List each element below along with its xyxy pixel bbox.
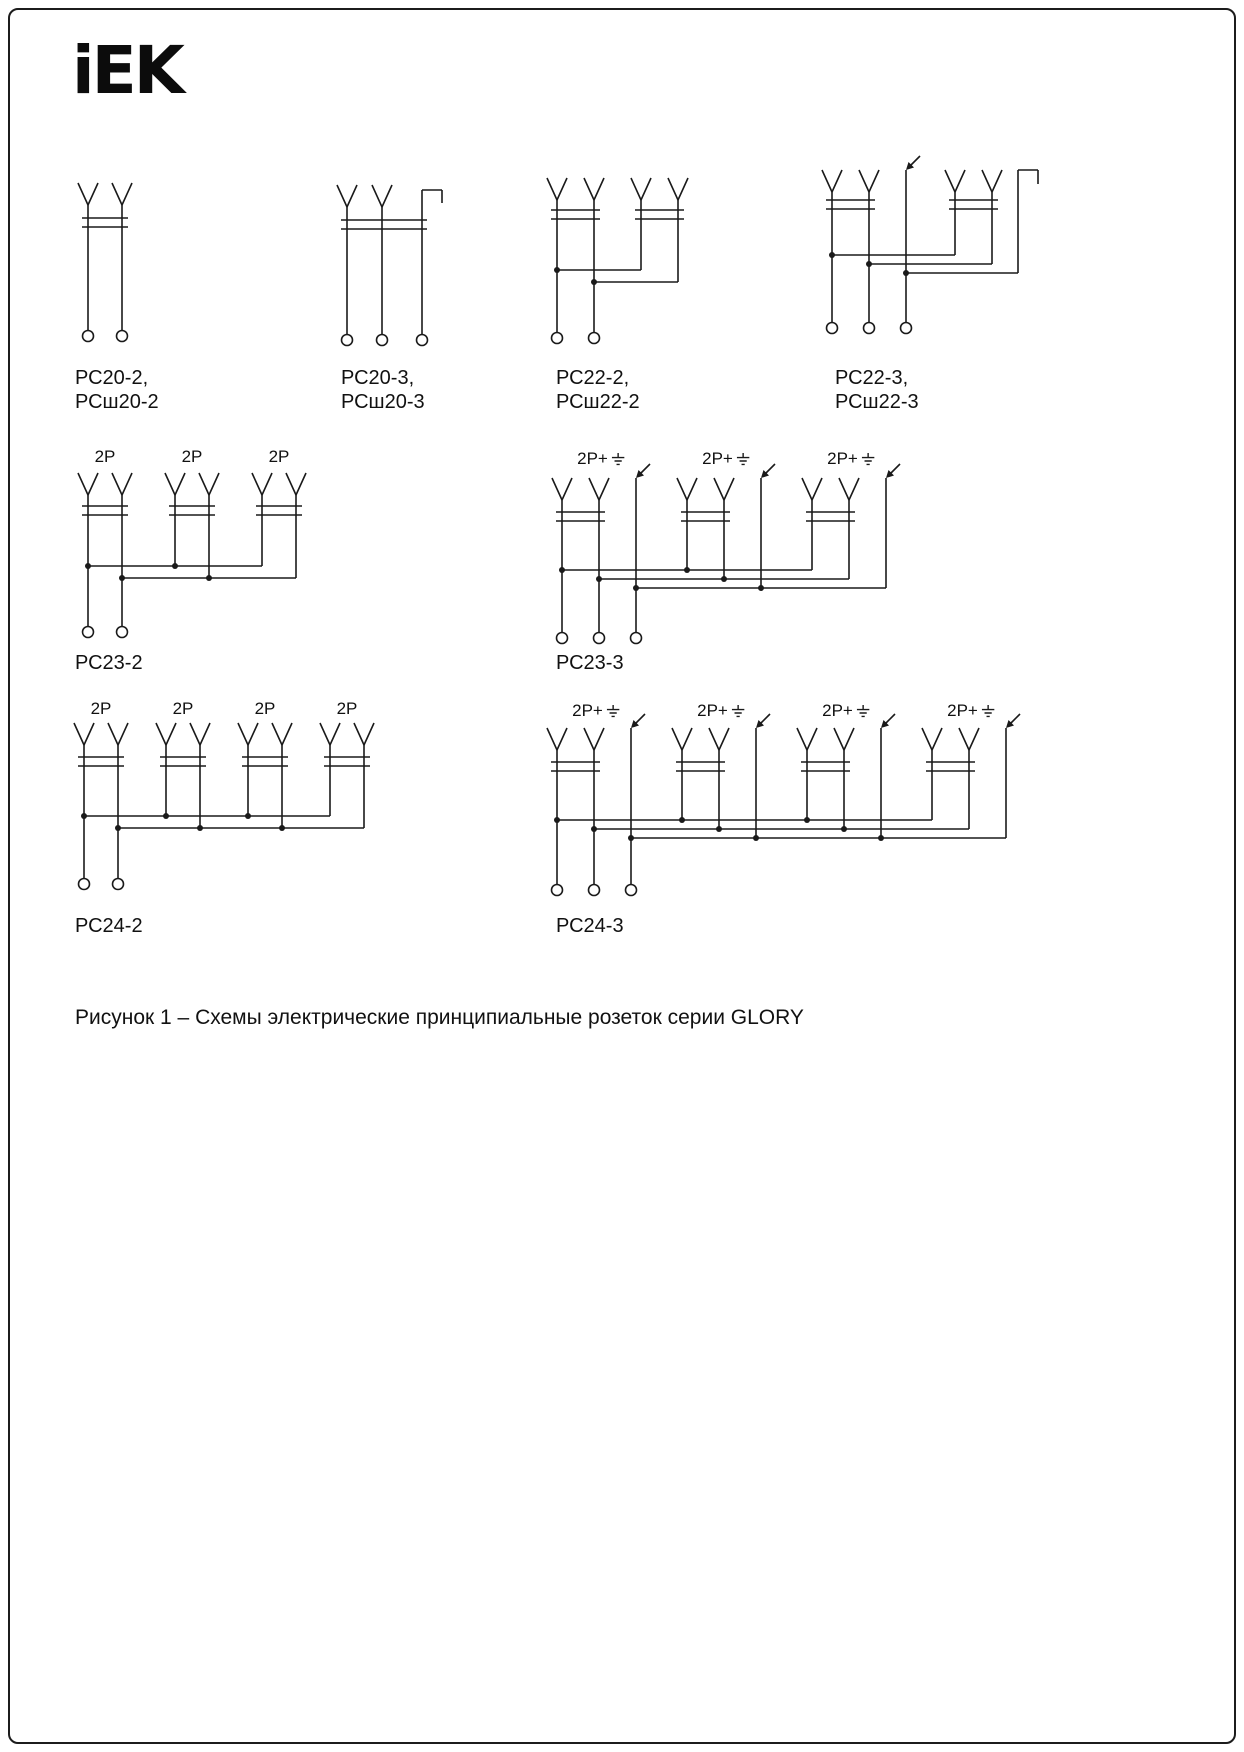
- diagram-title-pc23-2: [75, 651, 143, 675]
- pole-label-text: 2Р+: [572, 701, 603, 720]
- pole-label-text: 2Р+: [577, 449, 608, 468]
- pole-label-text: 2Р: [336, 699, 358, 718]
- pole-label: [572, 701, 620, 721]
- title-line: РСш20-3: [341, 391, 425, 413]
- pole-label-text: 2Р+: [947, 701, 978, 720]
- pole-label: [182, 447, 203, 467]
- earth-ground-icon: [731, 705, 745, 718]
- iek-logo: iEK: [72, 32, 182, 109]
- diagram-title-pc20-3: [341, 366, 425, 414]
- schematic-pc24-3: [547, 714, 1020, 896]
- pole-label: [173, 699, 194, 719]
- title-line: РСш20-2: [75, 391, 159, 413]
- pole-label: [947, 701, 995, 721]
- schematic-pc23-2: [78, 473, 306, 638]
- pole-label-text: 2Р: [94, 447, 116, 466]
- diagram-title-pc24-3: [556, 914, 624, 938]
- pole-label: [255, 699, 276, 719]
- pole-label-text: 2Р+: [702, 449, 733, 468]
- diagram-title-pc24-2: [75, 914, 143, 938]
- pole-label: [697, 701, 745, 721]
- title-line: РСш22-3: [835, 391, 919, 413]
- pole-label-text: 2Р: [172, 699, 194, 718]
- diagram-title-pc22-3: [835, 366, 919, 414]
- diagram-title-pc20-2: [75, 366, 159, 414]
- diagram-title-pc22-2: [556, 366, 640, 414]
- title-line: РС23-3: [556, 652, 624, 674]
- title-line: РС22-3,: [835, 367, 909, 389]
- earth-ground-icon: [861, 453, 875, 466]
- earth-ground-icon: [981, 705, 995, 718]
- earth-ground-icon: [856, 705, 870, 718]
- pole-label-text: 2Р+: [697, 701, 728, 720]
- pole-label-text: 2Р+: [822, 701, 853, 720]
- figure-caption: Рисунок 1 – Схемы электрические принципиальные розеток серии GLORY: [75, 1006, 804, 1029]
- earth-ground-icon: [606, 705, 620, 718]
- pole-label: [95, 447, 116, 467]
- pole-label: [577, 449, 625, 469]
- schematic-pc20-2: [78, 183, 132, 342]
- pole-label-text: 2Р: [268, 447, 290, 466]
- pole-label: [91, 699, 112, 719]
- pole-label: [827, 449, 875, 469]
- title-line: РС24-3: [556, 915, 624, 937]
- diagram-title-pc23-3: [556, 651, 624, 675]
- pole-label-text: 2Р: [90, 699, 112, 718]
- schematic-pc22-2: [547, 178, 688, 344]
- schematic-pc23-3: [552, 464, 900, 644]
- title-line: РС22-2,: [556, 367, 630, 389]
- pole-label: [822, 701, 870, 721]
- schematic-pc24-2: [74, 723, 374, 890]
- pole-label-text: 2Р: [181, 447, 203, 466]
- earth-ground-icon: [736, 453, 750, 466]
- schematic-pc22-3: [822, 156, 1038, 334]
- pole-label: [702, 449, 750, 469]
- title-line: РС23-2: [75, 652, 143, 674]
- title-line: РСш22-2: [556, 391, 640, 413]
- pole-label-text: 2Р: [254, 699, 276, 718]
- pole-label-text: 2Р+: [827, 449, 858, 468]
- pole-label: [337, 699, 358, 719]
- earth-ground-icon: [611, 453, 625, 466]
- pole-label: [269, 447, 290, 467]
- title-line: РС20-2,: [75, 367, 149, 389]
- title-line: РС20-3,: [341, 367, 415, 389]
- schematic-pc20-3: [337, 185, 442, 346]
- title-line: РС24-2: [75, 915, 143, 937]
